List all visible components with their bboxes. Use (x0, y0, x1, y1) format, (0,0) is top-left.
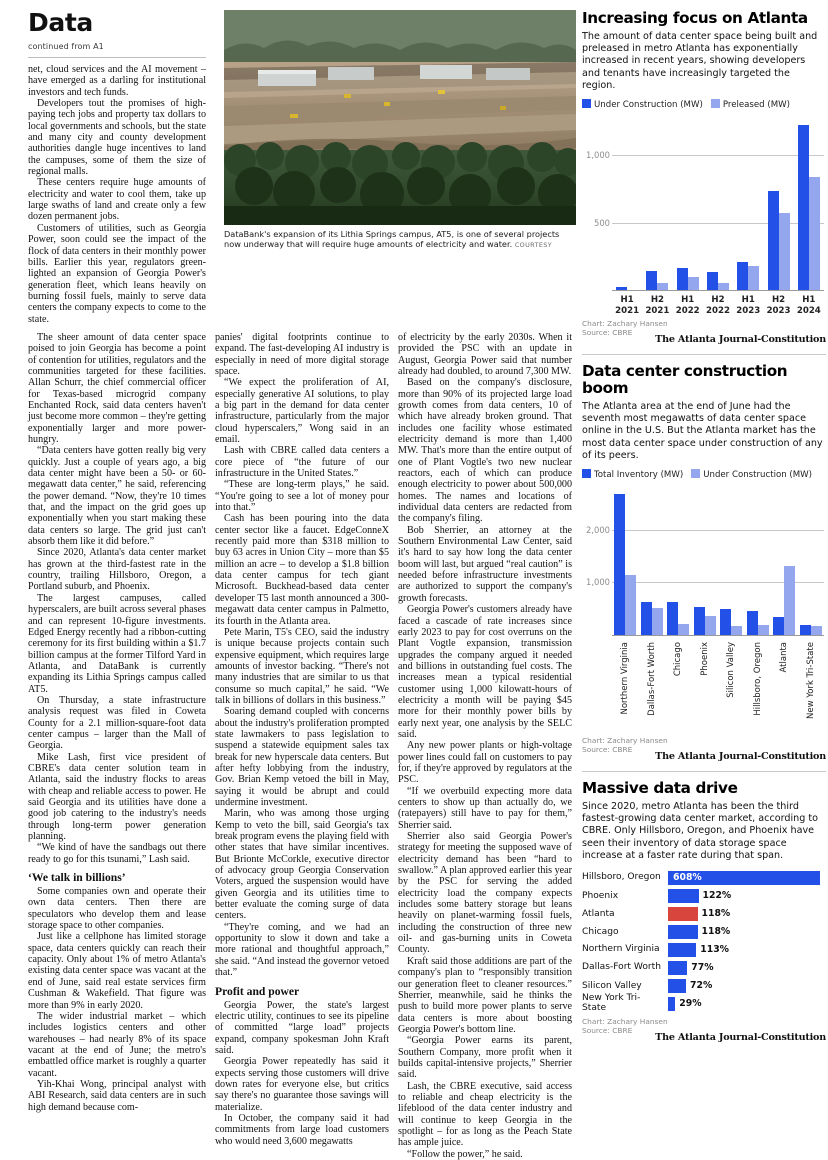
chart-card-massive-data-drive (582, 780, 826, 1043)
bar-group (798, 625, 825, 636)
x-axis-tick-label: Dallas-Fort Worth (646, 642, 657, 716)
x-axis-tick-label: Atlanta (779, 642, 790, 673)
construction-site-aerial-photo (224, 10, 576, 225)
photo-credit: COURTESY (514, 241, 553, 250)
bar-value-label: 118% (701, 907, 731, 919)
vertical-bar-chart (582, 115, 826, 314)
bar-track (668, 961, 826, 975)
chart-source-line: Source: CBRE (582, 328, 633, 338)
bar-category-label: Dallas-Fort Worth (582, 961, 661, 972)
story-paragraph: of electricity by the early 2030s. When it provided the PSC with an update in August, Georgia Power said that number already had doubled, to around 7,300 MW. (398, 331, 572, 377)
story-paragraph: The wider industrial market – which includes logistics centers and other warehouses – had nearly 8% of its space vacant at the end of June; the metro's embattled office market is roughly a quarter vacant. (28, 1010, 206, 1079)
bar-group (639, 602, 666, 635)
chart-bar (768, 191, 779, 290)
story-columns-row (28, 331, 572, 1160)
chart-bar (668, 961, 687, 975)
chart-bar (773, 617, 784, 635)
story-area (28, 8, 572, 1160)
bar-value-label: 29% (679, 997, 702, 1009)
chart-bar (646, 271, 657, 291)
bar-category-label: Atlanta (582, 908, 615, 919)
story-paragraph: Pete Marin, T5's CEO, said the industry is unique because projects contain such expensive equipment, which requires large amounts of investor backing. “There's not many industries that are similar to us that consume so much capital,” he said. “We talk in billions of dollars in this business.” (215, 626, 389, 706)
x-axis-tick-label: Hillsboro, Oregon (752, 642, 763, 716)
x-axis-line (612, 635, 824, 636)
story-paragraph: On Thursday, a state infrastructure analysis request was filed in Coweta County for a 2.1 million-square-foot data center campus – larger than the Mall of Georgia. (28, 694, 206, 752)
chart-bar-row (582, 941, 826, 958)
chart-bar (668, 943, 696, 957)
chart-bar-row (582, 923, 826, 940)
chart-bar (737, 262, 748, 290)
story-paragraph: Any new power plants or high-voltage power lines could fall on customers to pay for, if they're approved by regulators at the PSC. (398, 740, 572, 786)
story-subhead: ‘We talk in billions’ (28, 871, 126, 885)
legend-item (711, 100, 790, 110)
story-paragraph: “They're coming, and we had an opportunity to slow it down and take a more rational and thoughtful approach,” she said. “And instead the governor vetoed that.” (215, 921, 389, 979)
story-column-3 (398, 332, 572, 1160)
bar-value-label: 608% (673, 871, 702, 883)
bar-track (668, 997, 826, 1011)
bar-group (612, 287, 642, 290)
story-paragraph: Lash with CBRE called data centers a core piece of “the future of our infrastructure in the United States.” (215, 445, 389, 480)
x-axis-tick-label: New York Tri-State (805, 642, 816, 720)
x-axis-labels (612, 640, 824, 736)
chart-title: Data center construction boom (582, 362, 788, 398)
x-axis-tick-label: H1 2021 (615, 295, 640, 316)
chart-bar (707, 272, 718, 290)
story-column-1-bottom (28, 332, 206, 1160)
bar-group (733, 262, 763, 290)
chart-bar (668, 925, 698, 939)
story-paragraph: “We expect the proliferation of AI, especially generative AI solutions, to play a big part in the demand for data center infrastructure, particularly from the major cloud hyperscalers,” Wong said in an email. (215, 377, 389, 445)
chart-bar-row (582, 977, 826, 994)
bar-category-label: Phoenix (582, 890, 619, 901)
chart-source-line: Source: CBRE (582, 1026, 633, 1036)
legend-swatch-icon (582, 99, 591, 108)
chart-bar-row (582, 905, 826, 922)
chart-bar (678, 624, 689, 635)
y-axis-tick-label: 1,000 (586, 150, 610, 161)
story-paragraph: “Data centers have gotten really big very quickly. Just a couple of years ago, a big data center might have been a 50- or 60-megawatt data center,” he said, referencing the power demand. “Now, they're 10 times that, and the impact on the grid goes up exponentially when you start making these data centers so large. The grid just can't absorb them like it did before.” (28, 445, 206, 548)
bar-track (668, 925, 826, 939)
chart-bar (668, 907, 698, 921)
chart-legend (582, 469, 826, 481)
chart-bar (779, 213, 790, 290)
chart-bar (652, 608, 663, 635)
newspaper-masthead: The Atlanta Journal-Constitution (655, 333, 826, 345)
bar-value-label: 122% (702, 889, 732, 901)
chart-source-line: Source: CBRE (582, 745, 633, 755)
chart-card-increasing-focus-on-atlanta (582, 10, 826, 345)
x-axis-tick-label: Northern Virginia (620, 642, 631, 715)
y-axis-tick-label: 500 (594, 217, 610, 228)
chart-bar (677, 268, 688, 290)
bar-group (745, 611, 772, 635)
story-paragraph: Soaring demand coupled with concerns about the industry's proliferation prompted state lawmakers to pass legislation to suspend a statewide equipment sales tax break for new hyperscale data centers. But after hefty lobbying from the industry, Gov. Brian Kemp vetoed the bill in May, saying it would be abrupt and could undermine investment. (215, 706, 389, 808)
bar-value-label: 77% (691, 961, 714, 973)
chart-plot-area (582, 485, 826, 731)
story-paragraph: Just like a cellphone has limited storage space, data centers quickly can reach their capacity. Only about 1% of metro Atlanta's existing data center space was vacant at the end of June, said real estate services firm Cushman & Wakefield. That figure was more than 9% in early 2020. (28, 931, 206, 1011)
chart-bar (625, 575, 636, 636)
chart-credits (582, 1017, 826, 1043)
bar-group (763, 191, 793, 290)
story-paragraph: Marin, who was among those urging Kemp to veto the bill, said Georgia's tax break program evens the playing field with other states that have similar incentives. But Brionte McCorkle, executive director of advocacy group Georgia Conservation Voters, argued the suspension would have given Georgia and its utilities time to better evaluate the coming surge of data centers. (215, 808, 389, 922)
legend-swatch-icon (711, 99, 720, 108)
story-paragraph: In October, the company said it had commitments from large load customers who would need 3,600 megawatts (215, 1112, 389, 1147)
story-paragraph: These centers require huge amounts of electricity and water to cool them, take up large swaths of land and create only a few dozen permanent jobs. (28, 177, 206, 223)
photo-caption (224, 225, 576, 251)
photo-block (224, 10, 576, 325)
x-axis-labels (612, 295, 824, 316)
x-axis-tick-label: Phoenix (699, 642, 710, 676)
bar-group (692, 607, 719, 635)
chart-title: Increasing focus on Atlanta (582, 9, 808, 27)
page-title: Data (28, 8, 93, 37)
legend-item (582, 100, 703, 110)
bar-category-label: Hillsboro, Oregon (582, 871, 661, 882)
y-axis-tick-label: 2,000 (586, 524, 610, 535)
chart-bar (694, 607, 705, 635)
legend-swatch-icon (582, 469, 591, 478)
headline-divider (28, 57, 206, 58)
chart-credit-line: Chart: Zachary Hansen (582, 319, 668, 329)
rail-divider (582, 771, 826, 772)
story-paragraph: The sheer amount of data center space poised to join Georgia has become a point of contention for utilities, regulators and the communities targeted for these facilities. Allan Schurr, the chief commercial officer for Texas-based microgrid company Enchanted Rock, said data centers haven't just become more common – they're getting exponentially larger and more power-hungry. (28, 331, 206, 445)
chart-bar (784, 566, 795, 635)
story-paragraph: Georgia Power's customers already have faced a cascade of rate increases since early 2023 to pay for cost overruns on the Plant Vogtle expansion, transmission upgrades the company argued it needed and billions in outstanding fuel costs. The increases mean a typical residential customer using 1,000 kilowatt-hours of electricity a month will be paying $45 more for their monthly power bills by early next year, one analysis by the SELC said. (398, 604, 572, 740)
bar-group (794, 125, 824, 290)
chart-bars (612, 115, 824, 290)
story-paragraph: “These are long-term plays,” he said. “You're going to see a lot of money pour into that.” (215, 479, 389, 514)
x-axis-tick-label: H2 2023 (766, 295, 791, 316)
x-axis-tick-label: H1 2022 (675, 295, 700, 316)
bar-category-label: New York Tri-State (582, 992, 641, 1013)
bar-group (718, 609, 745, 635)
bar-category-label: Silicon Valley (582, 980, 642, 991)
bar-value-label: 118% (701, 925, 731, 937)
chart-bars (612, 485, 824, 635)
newspaper-masthead: The Atlanta Journal-Constitution (655, 750, 826, 762)
story-paragraph: Yih-Khai Wong, principal analyst with ABI Research, said data centers are in such high demand because com- (28, 1078, 206, 1113)
x-axis-tick-label: H1 2023 (736, 295, 761, 316)
chart-credits (582, 736, 826, 762)
chart-bar (718, 283, 729, 290)
chart-bar (811, 626, 822, 635)
bar-track (668, 943, 826, 957)
story-paragraph: “If we overbuild expecting more data centers to show up than actually do, we (ratepayers) still have to pay for them,” Sherrier said. (398, 785, 572, 831)
x-axis-tick-label: H2 2022 (706, 295, 730, 316)
bar-group (771, 566, 798, 635)
chart-bar (758, 625, 769, 635)
story-paragraph: Customers of utilities, such as Georgia Power, soon could see the impact of the flock of data centers in their monthly power bills. Earlier this year, regulators green-lighted an expansion of Georgia Power's generation fleet, which leans heavily on burning fossil fuels, mainly to serve data centers the company expects to come to the state. (28, 222, 206, 325)
story-paragraph: Kraft said those additions are part of the company's plan to “responsibly transition our generation fleet to cleaner resources.” Sherrier, meanwhile, said he thinks the push to build more power plants to serve data centers is more about boosting Georgia Power's bottom line. (398, 955, 572, 1035)
story-paragraph: Some companies own and operate their own data centers. Then there are speculators who develop them and lease storage space to other companies. (28, 886, 206, 932)
chart-credit-line: Chart: Zachary Hansen (582, 736, 668, 746)
horizontal-bar-chart (582, 869, 826, 1012)
chart-legend (582, 99, 826, 111)
chart-credits (582, 319, 826, 345)
charts-rail (568, 10, 826, 1094)
bar-group (673, 268, 703, 290)
chart-subtitle: The Atlanta area at the end of June had the seventh most megawatts of data center space online in the U.S. But the Atlanta market has the most data center space under construction of any of its peers. (582, 401, 823, 461)
chart-bar (720, 609, 731, 635)
story-paragraph: Based on the company's disclosure, more than 90% of its projected large load growth comes from data centers, 10 of which have already broken ground. That includes one facility whose estimated electricity demand is more than 1,400 MW. That's more than the entire output of one of Plant Vogtle's two new nuclear reactors, each of which can produce enough electricity to power about 500,000 homes. The names and locations of individual data centers are redacted from the company's filing. (398, 377, 572, 525)
bar-track (668, 871, 826, 885)
headline-and-photo-row (28, 10, 568, 325)
bar-category-label: Chicago (582, 926, 619, 937)
x-axis-tick-label: H1 2024 (796, 295, 821, 316)
chart-bar (616, 287, 627, 290)
bar-group (665, 602, 692, 635)
legend-label: Under Construction (MW) (594, 100, 703, 111)
story-paragraph: Lash, the CBRE executive, said access to reliable and cheap electricity is the lifeblood of the data center industry and will continue to keep Georgia in the spotlight – for as long as the Peach State has ample juice. (398, 1080, 572, 1149)
chart-bar (748, 266, 759, 290)
story-subhead: Profit and power (215, 984, 300, 998)
rail-divider (582, 354, 826, 355)
chart-bar-row (582, 887, 826, 904)
vertical-bar-chart (582, 485, 826, 731)
legend-label: Preleased (MW) (722, 100, 790, 111)
story-paragraph: panies' digital footprints continue to expand. The fast-developing AI industry is especially in need of more digital storage space. (215, 331, 389, 377)
legend-item (691, 470, 812, 480)
bar-group (642, 271, 672, 291)
chart-bar (705, 616, 716, 635)
bar-value-label: 113% (700, 943, 729, 955)
y-axis-tick-label: 1,000 (586, 577, 610, 588)
chart-bar-row (582, 959, 826, 976)
chart-subtitle: Since 2020, metro Atlanta has been the third fastest-growing data center market, according to CBRE. Only Hillsboro, Oregon, and Phoenix have seen their inventory of data storage space increase at a faster rate during that span. (582, 801, 818, 861)
story-paragraph: The largest campuses, called hyperscalers, are built across several phases and can represent 10-figure investments. Edged Energy recently had a ribbon-cutting ceremony for its first building within a $1.7 billion campus at the former Tilford Yard in Atlanta, and DataBank is currently expanding its Lithia Springs campus called AT5. (28, 592, 206, 695)
chart-bar (614, 494, 625, 635)
chart-plot-area (582, 115, 826, 314)
story-paragraph: “Georgia Power earns its parent, Southern Company, more profit when it builds capital-intensive projects,” Sherrier said. (398, 1035, 572, 1081)
legend-label: Total Inventory (MW) (594, 470, 684, 481)
chart-bar (809, 177, 820, 290)
bar-category-label: Northern Virginia (582, 943, 660, 954)
bar-track (668, 889, 826, 903)
chart-bar (798, 125, 809, 290)
chart-bar (667, 602, 678, 635)
legend-item (582, 470, 683, 480)
chart-card-data-center-construction-boom (582, 363, 826, 762)
continued-from-label: continued from A1 (28, 42, 104, 51)
chart-bar (800, 625, 811, 636)
story-paragraph: Mike Lash, first vice president of CBRE's data center solution team in Atlanta, said the industry flocks to areas with cheap and reliable access to power. He said Georgia and its utilities have done a good job catering to the industry's needs through long-term power generation planning. (28, 751, 206, 843)
story-paragraph: Georgia Power, the state's largest electric utility, continues to see its pipeline of committed “large load” projects expand, company spokesman John Kraft said. (215, 999, 389, 1056)
chart-bar (641, 602, 652, 635)
photo-artwork (224, 10, 576, 225)
x-axis-tick-label: H2 2021 (645, 295, 670, 316)
legend-swatch-icon (691, 469, 700, 478)
story-paragraph: net, cloud services and the AI movement – have emerged as a darling for institutional investors and tech funds. (28, 64, 206, 98)
chart-bar (688, 277, 699, 290)
chart-credit-line: Chart: Zachary Hansen (582, 1017, 668, 1027)
page-layout (28, 8, 826, 1160)
chart-bar (668, 889, 699, 903)
story-paragraph: “Follow the power,” he said. (407, 1148, 523, 1160)
photo-caption-text: DataBank's expansion of its Lithia Springs campus, AT5, is one of several projects now underway that will require huge amounts of electricity and water. (224, 229, 560, 250)
story-column-1-top (28, 10, 206, 325)
story-paragraph: Developers tout the promises of high-paying tech jobs and property tax dollars to local governments and schools, but the state and many city and county development authorities dangle huge incentives to land the campuses, some of them the size of regional malls. (28, 98, 207, 178)
chart-bar (668, 997, 675, 1011)
chart-bar-row (582, 992, 826, 1013)
bar-group (612, 494, 639, 635)
chart-bar (731, 626, 742, 635)
chart-bar (747, 611, 758, 635)
story-paragraph: Bob Sherrier, an attorney at the Southern Environmental Law Center, said it's hard to say how long the data center boom will last, but argued “real caution” is needed before infrastructure investments are authorized to support the company's growth forecasts. (398, 524, 572, 604)
chart-subtitle: The amount of data center space being built and preleased in metro Atlanta has exponentially increased in recent years, showing developers and tenants have increasingly targeted the region. (582, 31, 818, 91)
story-paragraph: Since 2020, Atlanta's data center market has grown at the third-fastest rate in the country, trailing Hillsboro, Oregon, a Portland suburb, and Phoenix. (28, 547, 206, 593)
story-paragraph: “We kind of have the sandbags out there ready to go for this tsunami,” Lash said. (28, 842, 206, 865)
x-axis-tick-label: Chicago (673, 642, 684, 677)
story-paragraph: Cash has been pouring into the data center sector like a faucet. EdgeConneX recently paid more than $318 million to buy 63 acres in Union City – more than $5 million an acre – to develop a $1.8 billion data center campus for tech giant Microsoft. Buckhead-based data center developer T5 last month announced a 300-megawatt data center campus in Palmetto, its fourth in the Atlanta area. (215, 513, 389, 627)
chart-title: Massive data drive (582, 779, 738, 798)
chart-bar-row (582, 869, 826, 886)
story-paragraph: Georgia Power repeatedly has said it expects serving those customers will drive down rates for everyone else, but critics say there's no guarantee those savings will materialize. (215, 1056, 389, 1113)
story-column-2 (215, 332, 389, 1160)
bar-track (668, 979, 826, 993)
bar-track (668, 907, 826, 921)
x-axis-line (612, 290, 824, 291)
chart-bar (668, 979, 686, 993)
newspaper-masthead: The Atlanta Journal-Constitution (655, 1031, 826, 1043)
bar-value-label: 72% (690, 979, 713, 991)
legend-label: Under Construction (MW) (703, 470, 813, 481)
chart-bar (657, 283, 668, 290)
story-paragraph: Sherrier also said Georgia Power's strategy for meeting the supposed wave of electricity demand has been “hard to swallow.” A plan approved earlier this year by the PSC for serving the added electricity load the company expects includes some battery storage but leans heavily on planet-warming fossil fuels, including the construction of three new oil- and gas-burning units in Coweta County. (398, 831, 572, 956)
x-axis-tick-label: Silicon Valley (726, 642, 737, 698)
bar-group (703, 272, 733, 290)
